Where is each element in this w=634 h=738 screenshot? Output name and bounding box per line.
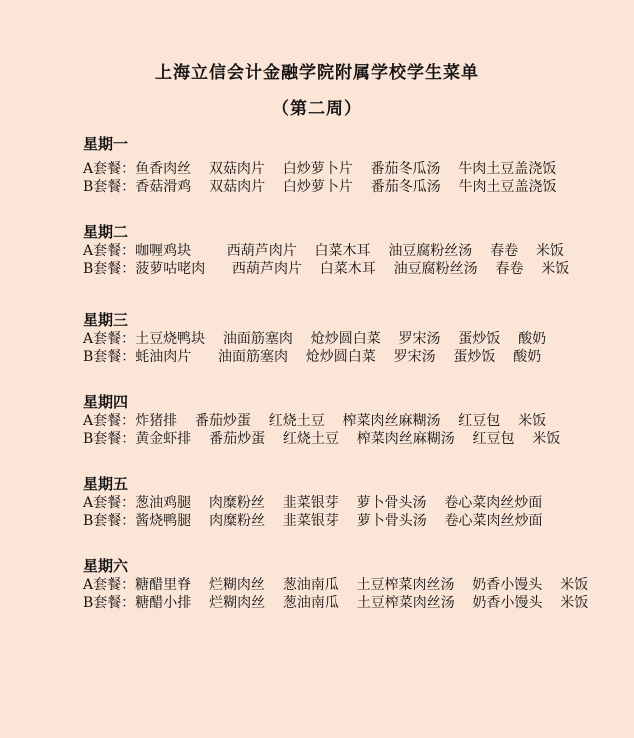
menu-row-b	[83, 178, 623, 196]
day-heading: 星期二	[83, 223, 129, 241]
menu-line: A套餐：葱油鸡腿 肉糜粉丝 韭菜银芽 萝卜骨头汤 卷心菜肉丝炒面	[83, 495, 543, 511]
menu-line: A套餐：鱼香肉丝 双菇肉片 白炒萝卜片 番茄冬瓜汤 牛肉土豆盖浇饭	[83, 161, 557, 177]
day-heading: 星期三	[83, 311, 129, 329]
menu-row-a	[83, 494, 623, 512]
menu-line: B套餐：酱烧鸭腿 肉糜粉丝 韭菜银芽 萝卜骨头汤 卷心菜肉丝炒面	[83, 513, 543, 529]
menu-row-b	[83, 430, 623, 448]
page-title: 上海立信会计金融学院附属学校学生菜单	[155, 63, 479, 83]
menu-line: A套餐：炸猪排 番茄炒蛋 红烧土豆 榨菜肉丝麻糊汤 红豆包 米饭	[83, 413, 547, 429]
menu-row-a	[83, 242, 623, 260]
menu-row-a	[83, 160, 623, 178]
menu-line: B套餐：菠萝咕咾肉 西葫芦肉片 白菜木耳 油豆腐粉丝汤 春卷 米饭	[83, 261, 570, 277]
day-block-friday	[83, 474, 623, 530]
day-heading: 星期五	[83, 475, 129, 493]
day-block-monday	[83, 134, 623, 196]
menu-line: A套餐：糖醋里脊 烂糊肉丝 葱油南瓜 土豆榨菜肉丝汤 奶香小馒头 米饭	[83, 577, 589, 593]
menu-line: B套餐：蚝油肉片 油面筋塞肉 炝炒圆白菜 罗宋汤 蛋炒饭 酸奶	[83, 349, 542, 365]
day-block-tuesday	[83, 222, 623, 278]
menu-line: A套餐：咖喱鸡块 西葫芦肉片 白菜木耳 油豆腐粉丝汤 春卷 米饭	[83, 243, 564, 259]
menu-row-b	[83, 348, 623, 366]
day-block-wednesday	[83, 310, 623, 366]
day-block-saturday	[83, 556, 623, 612]
day-heading: 星期四	[83, 393, 129, 411]
menu-row-b	[83, 594, 623, 612]
page-subtitle: （第二周）	[272, 99, 362, 119]
menu-line: B套餐：黄金虾排 番茄炒蛋 红烧土豆 榨菜肉丝麻糊汤 红豆包 米饭	[83, 431, 561, 447]
menu-line: A套餐：土豆烧鸭块 油面筋塞肉 炝炒圆白菜 罗宋汤 蛋炒饭 酸奶	[83, 331, 547, 347]
menu-line: B套餐：香菇滑鸡 双菇肉片 白炒萝卜片 番茄冬瓜汤 牛肉土豆盖浇饭	[83, 179, 557, 195]
menu-row-b	[83, 512, 623, 530]
day-heading: 星期六	[83, 557, 129, 575]
menu-row-b	[83, 260, 623, 278]
day-heading: 星期一	[83, 135, 129, 153]
menu-row-a	[83, 330, 623, 348]
menu-line: B套餐：糖醋小排 烂糊肉丝 葱油南瓜 土豆榨菜肉丝汤 奶香小馒头 米饭	[83, 595, 589, 611]
menu-row-a	[83, 412, 623, 430]
menu-row-a	[83, 576, 623, 594]
day-block-thursday	[83, 392, 623, 448]
